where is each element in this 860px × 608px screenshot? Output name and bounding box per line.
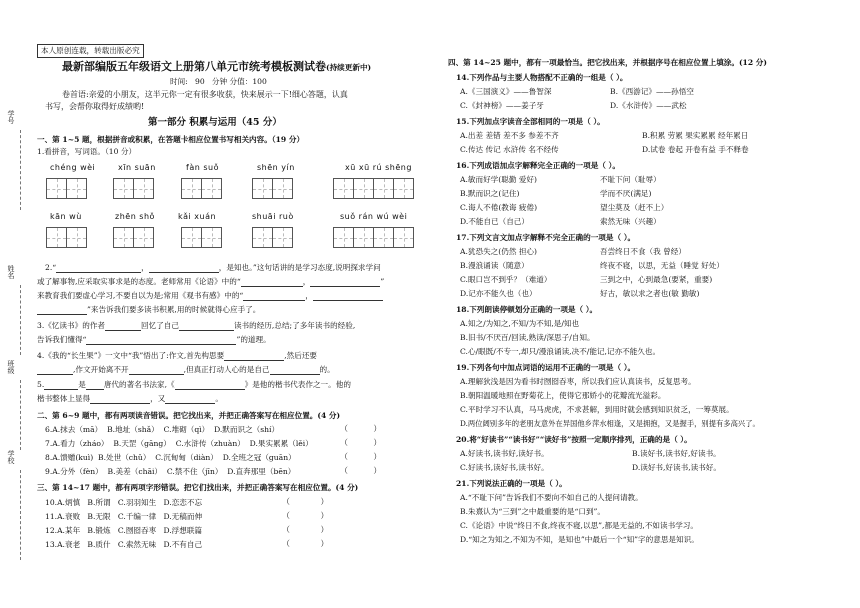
intro-line-2: 书写，会帮你取得好成绩哟!: [45, 102, 145, 111]
q21-option-a[interactable]: A.“不耻下问”告诉我们不要向不如自己的人提问请教。: [460, 493, 643, 502]
side-label-class: 班级: [7, 360, 15, 374]
blank[interactable]: [37, 365, 73, 375]
part1-title: 第一部分 积累与运用（45 分）: [148, 117, 282, 128]
answer-slot[interactable]: （ ）: [282, 525, 329, 534]
q19-stem: 19.下列各句中加点词语的运用不正确的一项是（ ）。: [456, 363, 636, 372]
q5-line-2: 楷书整体上显得 ，又 。: [37, 394, 223, 403]
blank[interactable]: [105, 321, 141, 331]
q2-line-2: 或了解事物,应采取实事求是的态度。老师常用《论语》中的“ ， ”: [37, 277, 385, 286]
writing-grid[interactable]: [333, 227, 413, 248]
writing-grid[interactable]: [113, 227, 153, 248]
q16-option-c-2: 望尘莫及（赶不上）: [600, 203, 669, 212]
q21-stem: 21.下列说法正确的一项是（ ）。: [456, 479, 567, 488]
q16-option-b-2: 学而不厌(满足): [600, 189, 652, 198]
q19-option-c[interactable]: C.平时学习不认真，马马虎虎，不求甚解，到用时就会感到知识贫乏，一筹莫展。: [460, 405, 734, 414]
q17-option-c-2: 三到之中，心到最急(要紧，重要): [600, 275, 713, 284]
answer-slot[interactable]: （ ）: [282, 539, 329, 548]
blank[interactable]: [310, 277, 380, 287]
answer-slot[interactable]: （ ）: [282, 497, 329, 506]
q20-option-a[interactable]: A.好读书,读书好,读好书。: [460, 449, 549, 458]
blank[interactable]: [44, 380, 78, 390]
blank[interactable]: [224, 351, 284, 361]
q16-option-b[interactable]: B.默而识之(记住): [460, 189, 520, 198]
q20-option-d[interactable]: D.读好书,好读书,读书好。: [632, 463, 721, 472]
blank[interactable]: [149, 263, 219, 273]
pinyin-1: chéng wèi: [50, 163, 96, 172]
exam-meta: 时间: 90 分钟 分值：100: [170, 77, 267, 86]
blank[interactable]: [179, 321, 234, 331]
intro-line-1: 卷首语:亲爱的小朋友，这半元你一定有很多收获，快来展示一下!细心答题，认真: [62, 90, 348, 99]
q10-row: 10.A.炳慎 B.所谓 C.羽羽知生 D.恋恋不忘: [45, 498, 203, 507]
writing-grid[interactable]: [46, 178, 86, 199]
q16-option-a[interactable]: A.敏而好学(聪勤 爱好): [460, 175, 537, 184]
q2-line-4: ”来告诉我们要多读书积累,用的时候就得心应手了。: [37, 304, 260, 315]
blank[interactable]: [90, 394, 150, 404]
blank[interactable]: [129, 365, 184, 375]
binding-line: [20, 130, 21, 210]
q17-option-d-2: 好古，敏以求之者也(敏 勤敏): [600, 289, 700, 298]
answer-slot[interactable]: （ ）: [340, 438, 382, 447]
side-label-school: 学校: [7, 450, 15, 464]
q12-row: 12.A.某年 B.锻炼 C.囫囵吞枣 D.浮想联篇: [45, 526, 203, 535]
q4-line-1: 4.《我的“长生果”》一文中“我”悟出了:作文,首先构思要 ,然后还要: [37, 351, 318, 360]
blank[interactable]: [56, 263, 141, 273]
answer-slot[interactable]: （ ）: [282, 511, 329, 520]
q14-option-a[interactable]: A.《三国演义》——鲁智深: [460, 87, 552, 96]
q16-option-a-2: 不耻下问（耻辱）: [600, 175, 661, 184]
q8-row: 8.A.馈赠(kuì) B.处世（chǔ） C.沉甸甸（diàn） D.全班之冠（guān）: [45, 453, 296, 462]
q18-option-a[interactable]: A.知之/为知之,不知/为不知,是/知也: [460, 319, 580, 328]
q14-option-c[interactable]: C.《封神榜》——姜子牙: [460, 101, 544, 110]
pinyin-3: fàn suǒ: [186, 163, 219, 172]
writing-grid[interactable]: [333, 178, 413, 199]
q15-stem: 15.下列加点字读音全部相同的一项是（ ）。: [456, 117, 605, 126]
q21-option-c[interactable]: C.《论语》中说“终日不食,终夜不寝,以思”,都是无益的,不如读书学习。: [460, 521, 698, 530]
q18-option-b[interactable]: B.旧书/不厌百/回读,熟读/深思子/自知。: [460, 333, 595, 342]
copyright-notice: 本人原创连载，转载出版必究: [37, 44, 144, 58]
q16-option-c[interactable]: C.诲人不倦(教诲 疲倦): [460, 203, 538, 212]
section-1-heading: 一、第 1~5 题，根据拼音或积累，在答题卡相应位置书写相关内容。（19 分）: [37, 135, 305, 144]
q19-option-b[interactable]: B.朝阳温暖地照在野菊花上，使得它那娇小的花瓣流光溢彩。: [460, 391, 666, 400]
pinyin-8: kǎi xuán: [178, 212, 217, 221]
pinyin-10: suǒ rán wú wèi: [340, 212, 408, 221]
blank[interactable]: [175, 380, 245, 390]
answer-slot[interactable]: （ ）: [340, 424, 382, 433]
answer-slot[interactable]: （ ）: [340, 466, 382, 475]
q16-option-d[interactable]: D.不能自已（自己）: [460, 217, 529, 226]
q11-row: 11.A.衰败 B.无限 C.千编一律 D.无稿而伸: [45, 512, 203, 521]
q21-option-b[interactable]: B.朱熹认为“三到”之中最重要的是“口到”。: [460, 507, 606, 516]
q17-option-b-2: 终夜不寝，以思，无益（睡觉 好处）: [600, 261, 724, 270]
q3-line-1: 3.《忆读书》的作者 回忆了自己 读书的经历,总结;了多年读书的经验,: [37, 321, 356, 330]
writing-grid[interactable]: [252, 227, 292, 248]
q17-stem: 17.下列文言文加点字解释不完全正确的一项是（ ）。: [456, 233, 636, 242]
q17-option-a-2: 吾尝终日不食（我 曾经）: [600, 247, 686, 256]
blank[interactable]: [86, 380, 104, 390]
section-3-heading: 三、第 14~17 题中，都有两项字形错误。把它们找出来，并把正确答案写在相应位置。(4 分): [37, 483, 359, 492]
pinyin-9: shuāi ruò: [252, 212, 294, 221]
blank[interactable]: [86, 335, 236, 345]
q14-option-d[interactable]: D.《水浒传》——武松: [610, 101, 687, 110]
q15-option-a[interactable]: A.出差 差错 差不多 参差不齐: [460, 131, 559, 140]
q19-option-d[interactable]: D.两位阔别多年的老朋友意外在异国他乡萍水相逢，又是拥抱，又是握手，别提有多高兴了。: [460, 419, 760, 428]
writing-grid[interactable]: [252, 178, 292, 199]
section-4-heading: 四、第 14~25 题中，都有一项最恰当。把它找出来，并根据序号在相应位置上填涂。(12 分): [448, 58, 767, 67]
q6-row: 6.A.抹去（mā） B.地址（shǎ） C.堆砌（qì） D.默而识之（shí）: [45, 425, 280, 434]
pinyin-2: xīn suān: [118, 163, 156, 172]
page-title: 最新部编版五年级语文上册第八单元市统考模板测试卷(持续更新中): [62, 60, 372, 73]
q2-line-3: 来教育我们要虚心学习,不要自以为是;常用《观书有感》中的“ ，: [37, 290, 383, 301]
q16-option-d-2: 索然无味（兴趣）: [600, 217, 661, 226]
blank[interactable]: [241, 277, 303, 287]
writing-grid[interactable]: [181, 227, 221, 248]
pinyin-6: kān wù: [50, 212, 82, 221]
blank[interactable]: [165, 394, 215, 404]
q20-option-b[interactable]: B.读好书,读书好,好读书。: [632, 449, 721, 458]
q14-option-b[interactable]: B.《西游记》——孙悟空: [610, 87, 694, 96]
q21-option-d[interactable]: D.“知之为知之,不知为不知，是知也”中最后一个“知”字的意思是知识。: [460, 535, 699, 544]
blank[interactable]: [270, 365, 320, 375]
pinyin-4: shēn yín: [257, 163, 295, 172]
q5-line-1: 5. 是 唐代的著名书法家,《 》是他的楷书代表作之一。他的: [37, 380, 351, 389]
writing-grid[interactable]: [46, 227, 86, 248]
q20-option-c[interactable]: C.好读书,读好书,读书好。: [460, 463, 549, 472]
binding-line: [20, 285, 21, 355]
q4-line-2: ,作文开始离不开 ,但真正打动人心的是自己 的。: [37, 364, 335, 375]
answer-slot[interactable]: （ ）: [340, 452, 382, 461]
q17-option-a[interactable]: A.犹恐失之(仍然 担心): [460, 247, 537, 256]
binding-line: [20, 470, 21, 560]
q17-option-b[interactable]: B.漫浪诵读（随意）: [460, 261, 529, 270]
q17-option-c[interactable]: C.眼口岂不到乎？（难道）: [460, 275, 552, 284]
writing-grid[interactable]: [181, 178, 221, 199]
q14-stem: 14.下列作品与主要人物搭配不正确的一组是（ ）。: [456, 73, 628, 82]
q9-row: 9.A.分外（fèn） B.美差（chāi） C.禁不住（jīn） D.直奔那里（bēn）: [45, 467, 296, 476]
q1-heading: 1.看拼音，写词语。（10 分）: [37, 147, 137, 156]
binding-line: [20, 380, 21, 450]
pinyin-7: zhēn shǒ: [115, 212, 155, 221]
q20-stem: 20.将“好读书”“读书好”“读好书”按照一定顺序排列，正确的是（ ）。: [456, 435, 692, 444]
q15-option-c[interactable]: C.传达 传记 水浒传 名不经传: [460, 145, 559, 154]
q19-option-a[interactable]: A.理解狄浅是因为看书时囫囵吞枣，所以我们应认真读书，反复思考。: [460, 377, 696, 386]
q18-stem: 18.下列朗读停顿划分正确的一项是（ ）。: [456, 305, 598, 314]
side-label-name: 姓名: [7, 265, 15, 279]
section-2-heading: 二、第 6~9 题中，都有两项读音错误。把它找出来，并把正确答案写在相应位置。(4 分): [37, 411, 341, 420]
binding-strip: [0, 90, 34, 590]
writing-grid[interactable]: [113, 178, 153, 199]
blank[interactable]: [37, 305, 87, 315]
q13-row: 13.A.衰老 B.质什 C.索然无味 D.不有自己: [45, 540, 203, 549]
q7-row: 7.A.看力（zháo） B.天罡（gāng） C.水浒传（zhuàn） D.果实累累（lěi）: [45, 439, 313, 448]
pinyin-5: xū xū rú shēng: [345, 163, 412, 172]
q16-stem: 16.下列成语加点字解释完全正确的一项是（ ）。: [456, 161, 620, 170]
q15-option-b[interactable]: B.积累 劳累 果实累累 经年累日: [642, 131, 749, 140]
blank[interactable]: [243, 291, 305, 301]
q3-line-2: 告诉我们懂得“ ”的道理。: [37, 335, 271, 344]
blank[interactable]: [313, 291, 383, 301]
q15-option-d[interactable]: D.试卷 卷起 开卷有益 手不释卷: [642, 145, 749, 154]
side-label-student-id: 学号: [7, 110, 15, 124]
q2-line-1: 2.“ ， ，是知也。”这句话讲的是学习态度,说明探求学问: [45, 263, 381, 272]
q17-option-d[interactable]: D.记亦不能久也（也）: [460, 289, 537, 298]
q18-option-c[interactable]: C.心/眼既/不专一,却只/漫浪诵读,决不/能记,记亦不能久也。: [460, 347, 661, 356]
